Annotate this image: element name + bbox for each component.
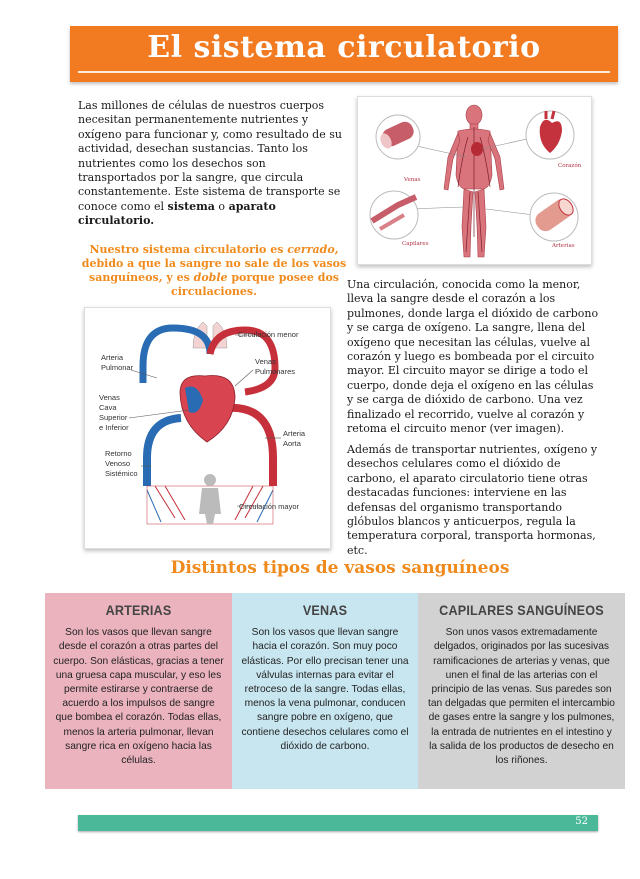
- label-circulacion-menor: Circulación menor: [238, 330, 299, 339]
- circulation-diagram: [84, 307, 331, 549]
- title-underline: [78, 71, 610, 73]
- highlight-doble: doble: [193, 271, 228, 284]
- label-venas-pulmonares-2: Pulmonares: [255, 367, 296, 376]
- label-arteria-pulmonar-1: Arteria: [101, 353, 124, 362]
- footer-bar: [78, 815, 598, 831]
- label-arteria-aorta-2: Aorta: [283, 439, 301, 448]
- label-capilares: Capilares: [402, 241, 429, 247]
- capilares-title: CAPILARES SANGUÍNEOS: [439, 602, 604, 618]
- title-banner: [70, 26, 618, 82]
- label-corazon: Corazón: [558, 163, 582, 169]
- circulation-loop-figure: [85, 308, 330, 548]
- label-venas-cava-4: e Inferior: [99, 423, 129, 432]
- label-retorno-3: Sistémico: [105, 469, 138, 478]
- label-venas-cava-2: Cava: [99, 403, 117, 412]
- highlight-part3: porque posee dos circulaciones.: [171, 271, 339, 298]
- section-heading: Distintos tipos de vasos sanguíneos: [170, 558, 510, 578]
- arterias-title: ARTERIAS: [105, 602, 172, 618]
- intro-paragraph: [78, 99, 346, 229]
- page-title: El sistema circulatorio: [147, 30, 541, 65]
- label-arteria-pulmonar-2: Pulmonar: [101, 363, 134, 372]
- intro-connector: o: [214, 199, 229, 213]
- capilares-column: [418, 593, 625, 789]
- intro-text: Las millones de células de nuestros cuerpos necesitan permanentemente nutrientes y oxígeno para funcionar y, como resultado de su actividad, desechan sustancias. Tanto los nutrientes como los desechos son transportados por la sangre, que circula constantemente. Este sistema de transporte se conoce como el: [78, 99, 342, 213]
- highlight-statement: [78, 243, 350, 299]
- circulation-paragraph: Una circulación, conocida como la menor, lleva la sangre desde el corazón a los pulmones, donde larga el dióxido de carbono y se carga de oxígeno. La sangre, llena del oxígeno que necesitan las células, vuelve al corazón y luego es bombeada por el circuito mayor. El circuito mayor se dirige a todo el cuerpo, donde deja el oxígeno en las células y se carga de dióxido de carbono. Una vez finalizado el recorrido, vuelve al corazón y retoma el circuito menor (ver imagen).: [347, 278, 599, 436]
- page-number: 52: [575, 816, 588, 827]
- functions-paragraph: Además de transportar nutrientes, oxígeno y desechos celulares como el dióxido de carbono, el aparato circulatorio tiene otras destacadas funciones: interviene en las defensas del organismo transportando glóbulos blancos y anticuerpos, regula la temperatura corporal, transporta hormonas, etc.: [347, 443, 598, 557]
- label-retorno-2: Venoso: [105, 459, 131, 468]
- label-circulacion-mayor: Circulación mayor: [239, 502, 300, 511]
- intro-bold-aparato: aparato circulatorio.: [78, 199, 276, 228]
- venas-text: Son los vasos que llevan sangre hacia el corazón. Son muy poco elásticas. Por ello precisan tener una válvulas internas para evitar el retroceso de la sangre. Todas ellas, menos la vena pulmonar, conducen sangre pobre en oxígeno, que contiene desechos celulares como el dióxido de carbono.: [241, 627, 409, 752]
- circulatory-body-figure: [358, 97, 591, 264]
- highlight-part1: Nuestro sistema circulatorio es: [89, 243, 288, 256]
- body-illustration: [357, 96, 592, 265]
- label-venas-pulmonares-1: Venas: [255, 357, 276, 366]
- venas-title: VENAS: [302, 602, 348, 618]
- intro-bold-sistema: sistema: [167, 199, 215, 213]
- label-arterias: Arterias: [552, 243, 575, 249]
- label-venas-cava-3: Superior: [99, 413, 128, 422]
- label-arteria-aorta-1: Arteria: [283, 429, 306, 438]
- label-retorno-1: Retorno: [105, 449, 132, 458]
- label-venas: Venas: [404, 177, 421, 183]
- capilares-text: Son unos vasos extremadamente delgados, originados por las sucesivas ramificaciones de arterias y venas, que unen el final de las arterias con el principio de las venas. Sus paredes son tan delgadas que permiten el intercambio de gases entre la sangre y los pulmones, la entrada de nutrientes en el intestino y la salida de los productos de desecho en los riñones.: [428, 627, 615, 767]
- arterias-column: [45, 593, 232, 789]
- highlight-part2: , debido a que la sangre no sale de los vasos sanguíneos, y es: [81, 243, 347, 284]
- label-venas-cava-1: Venas: [99, 393, 120, 402]
- highlight-cerrado: cerrado: [287, 243, 335, 256]
- arterias-text: Son los vasos que llevan sangre desde el corazón a otras partes del cuerpo. Son elásticas, gracias a tener una gruesa capa muscular, y eso les permite estirarse y contraerse de acuerdo a los impulsos de sangre que bombea el corazón. Todas ellas, menos la arteria pulmonar, llevan sangre rica en oxígeno hacia las células.: [53, 627, 224, 767]
- venas-column: [232, 593, 418, 789]
